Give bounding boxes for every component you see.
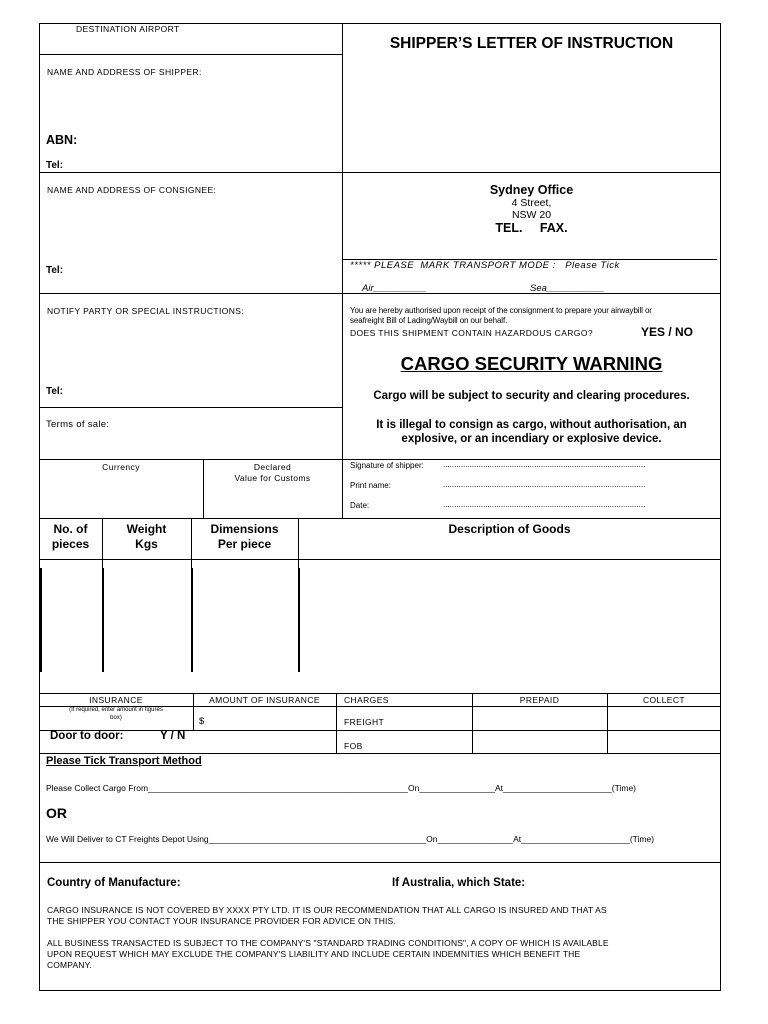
col-weight-line-2: Kgs [135,537,158,551]
australia-state-label: If Australia, which State: [392,877,526,889]
insurance-note-line-1: (If required, enter amount in figures [69,707,163,713]
declared-value-label [203,462,342,484]
insurance-label: INSURANCE [89,695,143,705]
fob-label: FOB [344,741,363,751]
notify-tel-label: Tel: [46,386,64,397]
signature-field[interactable]: ........................................................................................... [443,460,646,469]
security-warning-title: CARGO SECURITY WARNING [400,353,663,374]
print-name-field[interactable]: ........................................................................................... [443,480,646,489]
form-title [342,35,721,53]
security-line-2b: explosive, or an incendiary or explosive device. [401,433,662,445]
col-dims-line-2: Per piece [217,537,272,551]
hazard-question: DOES THIS SHIPMENT CONTAIN HAZARDOUS CARGO? [350,328,593,338]
trading-conditions-line-1: ALL BUSINESS TRANSACTED IS SUBJECT TO THE COMPANY'S "STANDARD TRADING CONDITIONS", A COPY OF WHICH IS AVAILABLE [47,938,609,948]
amount-of-insurance-label: AMOUNT OF INSURANCE [209,695,320,705]
col-pieces-header [39,522,102,552]
col-dimensions-header [191,522,298,552]
consignee-label: NAME AND ADDRESS OF CONSIGNEE: [47,185,217,195]
print-name-label: Print name: [350,481,391,490]
trading-conditions [47,938,609,971]
office-tel-fax: TEL. FAX. [495,221,568,235]
freight-label: FREIGHT [344,717,385,727]
authorisation-line-2: seafreight Bill of Lading/Waybill on our behalf. [350,316,508,325]
terms-of-sale-label: Terms of sale: [46,419,110,430]
notify-label: NOTIFY PARTY OR SPECIAL INSTRUCTIONS: [47,306,245,316]
prepaid-label: PREPAID [519,695,560,705]
office-name: Sydney Office [489,183,574,197]
authorisation-text [350,306,652,326]
country-of-manufacture-label: Country of Manufacture: [47,877,181,889]
col-weight-line-1: Weight [126,522,167,536]
door-to-door-label: Door to door: [50,730,124,742]
collect-cargo-line[interactable]: Please Collect Cargo From_______________________________________________________On________________At_______________________(Time) [46,783,637,793]
air-option[interactable]: Air__________ [362,283,427,294]
abn-label: ABN: [46,133,78,147]
insurance-disclaimer-line-1: CARGO INSURANCE IS NOT COVERED BY XXXX PTY LTD. IT IS OUR RECOMMENDATION THAT ALL CARGO IS INSURED AND THAT AS [47,905,607,915]
value-for-customs-label: Value for Customs [234,473,311,483]
trading-conditions-line-3: COMPANY. [47,960,92,970]
col-description-header: Description of Goods [448,522,571,536]
insurance-disclaimer [47,905,607,927]
door-to-door-yn[interactable]: Y / N [160,730,186,742]
currency-label: Currency [102,462,140,472]
security-line-2 [342,418,721,446]
office-block [342,183,721,235]
shipper-label: NAME AND ADDRESS OF SHIPPER: [47,67,202,77]
hazard-yes-no[interactable]: YES / NO [641,325,694,339]
insurance-note [39,706,193,722]
insurance-note-line-2: box) [110,715,122,721]
security-line-2a: It is illegal to consign as cargo, without authorisation, an [376,419,687,431]
office-street: 4 Street, [511,197,552,209]
or-label: OR [46,805,67,821]
authorisation-line-1: You are hereby authorised upon receipt of the consignment to prepare your airwaybill or [350,306,652,315]
sea-option[interactable]: Sea___________ [530,283,606,294]
security-line-1: Cargo will be subject to security and clearing procedures. [373,390,690,402]
insurance-dollar: $ [199,716,205,727]
trading-conditions-line-2: UPON REQUEST WHICH MAY EXCLUDE THE COMPANY'S LIABILITY AND INCLUDE CERTAIN INDEMNITIES WHICH BENEFIT THE [47,949,581,959]
signature-label: Signature of shipper: [350,461,424,470]
deliver-cargo-line[interactable]: We Will Deliver to CT Freights Depot Using______________________________________________On________________At_______________________(Time) [46,834,655,844]
date-label: Date: [350,501,370,510]
col-pieces-line-1: No. of [53,522,88,536]
date-field[interactable]: ........................................................................................... [443,500,646,509]
office-state: NSW 20 [511,209,552,221]
col-weight-header [102,522,191,552]
collect-label: COLLECT [642,695,685,705]
shipper-tel-label: Tel: [46,160,64,171]
transport-method-title: Please Tick Transport Method [46,755,202,767]
insurance-disclaimer-line-2: THE SHIPPER YOU CONTACT YOUR INSURANCE PROVIDER FOR ADVICE ON THIS. [47,916,396,926]
transport-mode-label: ***** PLEASE MARK TRANSPORT MODE : Please Tick [350,260,620,271]
col-pieces-line-2: pieces [51,537,90,551]
consignee-tel-label: Tel: [46,265,64,276]
declared-label: Declared [253,462,292,472]
charges-label: CHARGES [344,695,389,705]
col-dims-line-1: Dimensions [210,522,279,536]
destination-airport-label: DESTINATION AIRPORT [76,24,180,34]
page-title: SHIPPER’S LETTER OF INSTRUCTION [389,35,674,52]
